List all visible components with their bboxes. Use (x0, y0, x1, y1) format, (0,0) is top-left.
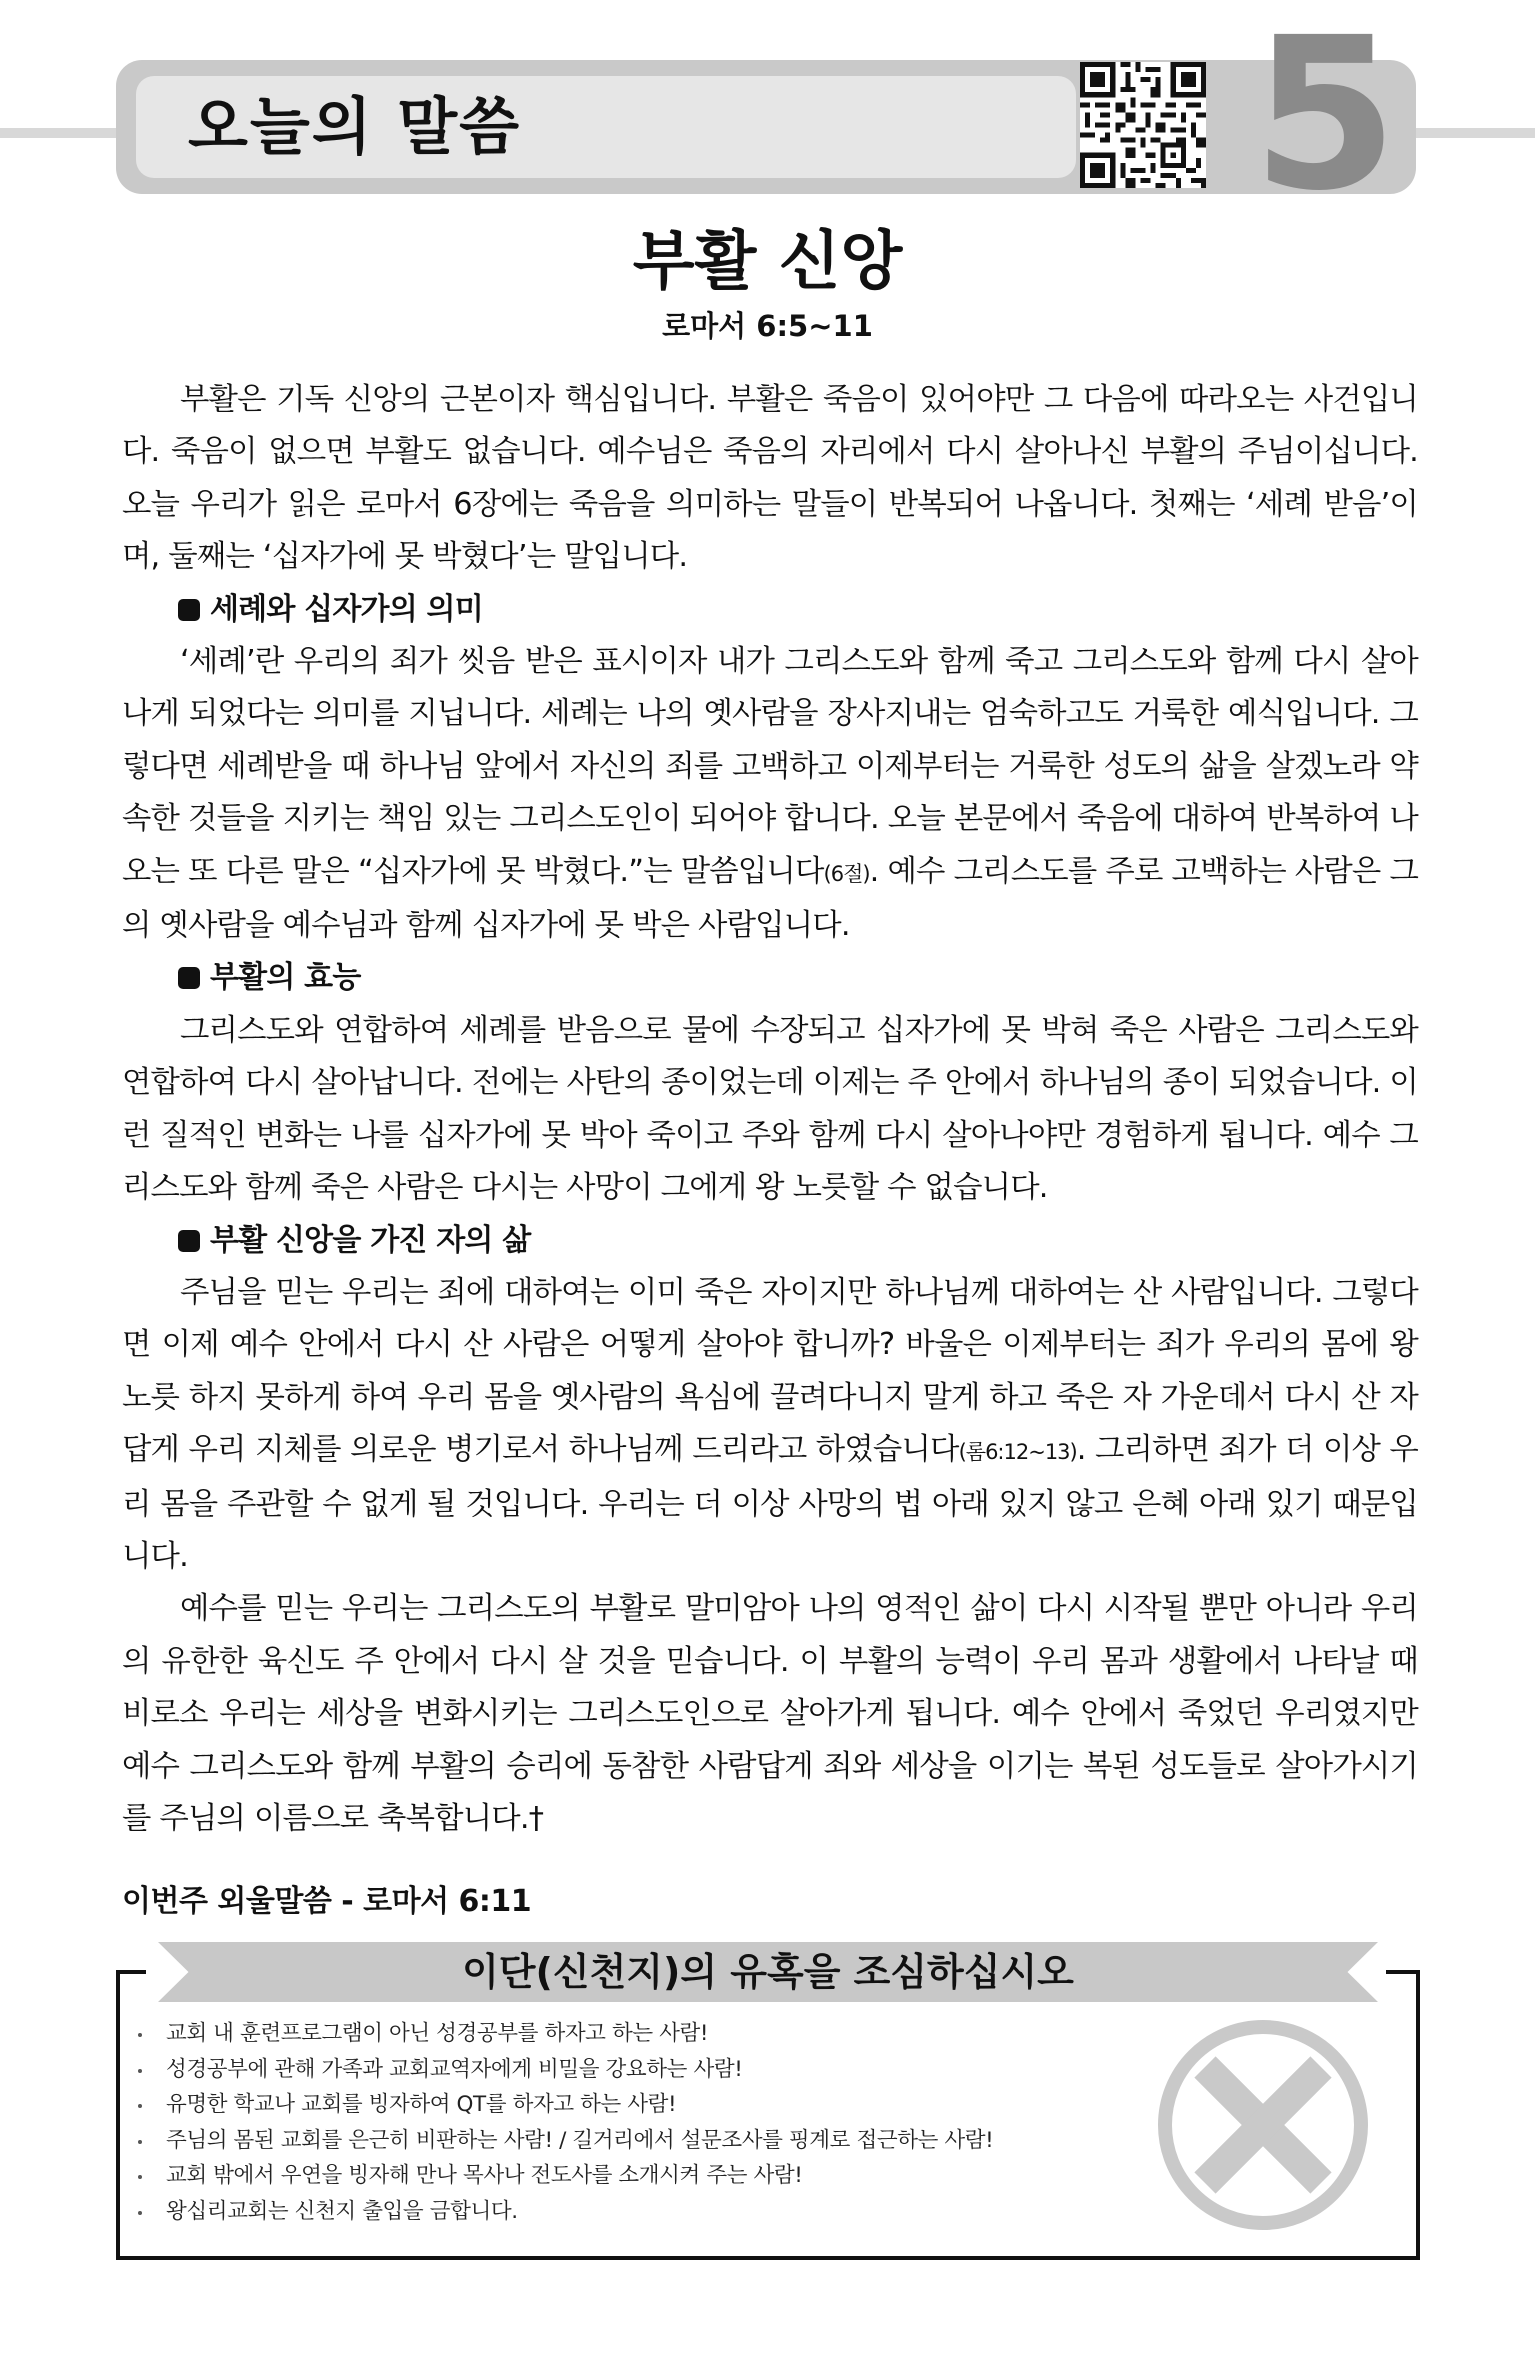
section-paragraph (122, 1267, 1418, 1583)
prohibited-x-icon (1150, 2012, 1376, 2238)
section-heading-text: 세례와 십자가의 의미 (210, 591, 483, 627)
warning-title: 이단(신천지)의 유혹을 조심하십시오 (462, 1950, 1074, 1994)
list-item: 성경공부에 관해 가족과 교회교역자에게 비밀을 강요하는 사람! (136, 2052, 1136, 2088)
qr-code-icon[interactable] (1080, 62, 1206, 188)
paragraph-text: 주님을 믿는 우리는 죄에 대하여는 이미 죽은 자이지만 하나님께 대하여는 산 사람입니다. 그렇다면 이제 예수 안에서 다시 산 사람은 어떻게 살아야 합니까? 바울은 이제부터는 죄가 우리의 몸에 왕 노릇 하지 못하게 하여 우리 몸을 옛사람의 욕심에 끌려다니지 말게 하고 죽은 자 가운데서 다시 산 자답게 우리 지체를 의로운 병기로서 하나님께 드리라고 하였습니다 (122, 1274, 1418, 1468)
paragraph-text: . 예수 그리스도를 주로 고백하는 사람은 그의 옛사람을 예수님과 함께 십자가에 못 박은 사람입니다. (122, 853, 1419, 944)
list-item: 교회 내 훈련프로그램이 아닌 성경공부를 하자고 하는 사람! (136, 2016, 1136, 2052)
square-bullet-icon (178, 599, 200, 621)
section-paragraph: 그리스도와 연합하여 세례를 받음으로 물에 수장되고 십자가에 못 박혀 죽은 사람은 그리스도와 연합하여 다시 살아납니다. 전에는 사탄의 종이었는데 이제는 주 안에서 하나님의 종이 되었습니다. 이런 질적인 변화는 나를 십자가에 못 박아 죽이고 주와 함께 다시 살아나야만 경험하게 됩니다. 예수 그리스도와 함께 죽은 사람은 다시는 사망이 그에게 왕 노릇할 수 없습니다. (122, 1012, 1418, 1206)
page-title: 오늘의 말씀 (188, 90, 522, 163)
scripture-reference: 로마서 6:5~11 (662, 309, 873, 343)
sermon-body (122, 374, 1418, 1845)
section-heading-text: 부활의 효능 (210, 960, 361, 996)
sermon-title: 부활 신앙 (632, 225, 903, 299)
warning-box-corner (1386, 1970, 1416, 1974)
warning-box-corner (116, 1970, 146, 1974)
section-heading (122, 1215, 1418, 1267)
square-bullet-icon (178, 967, 200, 989)
verse-ref: (롬6:12~13) (958, 1440, 1077, 1465)
paragraph-text: ‘세례’란 우리의 죄가 씻음 받은 표시이자 내가 그리스도와 함께 죽고 그리스도와 함께 다시 살아나게 되었다는 의미를 지닙니다. 세례는 나의 옛사람을 장사지내는 엄숙하고도 거룩한 예식입니다. 그렇다면 세례받을 때 하나님 앞에서 자신의 죄를 고백하고 이제부터는 거룩한 성도의 삶을 살겠노라 약속한 것들을 지키는 책임 있는 그리스도인이 되어야 합니다. 오늘 본문에서 죽음에 대하여 반복하여 나오는 또 다른 말은 “십자가에 못 박혔다.”는 말씀입니다 (122, 644, 1418, 889)
list-item: 교회 밖에서 우연을 빙자해 만나 목사나 전도사를 소개시켜 주는 사람! (136, 2158, 1136, 2194)
closing-paragraph: 예수를 믿는 우리는 그리스도의 부활로 말미암아 나의 영적인 삶이 다시 시작될 뿐만 아니라 우리의 유한한 육신도 주 안에서 다시 살 것을 믿습니다. 이 부활의 능력이 우리 몸과 생활에서 나타날 때 비로소 우리는 세상을 변화시키는 그리스도인으로 살아가게 됩니다. 예수 안에서 죽었던 우리였지만 예수 그리스도와 함께 부활의 승리에 동참한 사람답게 죄와 세상을 이기는 복된 성도들로 살아가시기를 주님의 이름으로 축복합니다.† (122, 1591, 1418, 1836)
page-number: 5 (1251, 0, 1399, 237)
warning-list (136, 2016, 1136, 2230)
list-item: 유명한 학교나 교회를 빙자하여 QT를 하자고 하는 사람! (136, 2087, 1136, 2123)
verse-ref: (6절) (823, 861, 870, 886)
intro-paragraph: 부활은 기독 신앙의 근본이자 핵심입니다. 부활은 죽음이 있어야만 그 다음에 따라오는 사건입니다. 죽음이 없으면 부활도 없습니다. 예수님은 죽음의 자리에서 다시 살아나신 부활의 주님이십니다. 오늘 우리가 읽은 로마서 6장에는 죽음을 의미하는 말들이 반복되어 나옵니다. 첫째는 ‘세례 받음’이며, 둘째는 ‘십자가에 못 박혔다’는 말입니다. (122, 382, 1418, 575)
list-item: 주님의 몸된 교회를 은근히 비판하는 사람! / 길거리에서 설문조사를 핑계로 접근하는 사람! (136, 2123, 1136, 2159)
weekly-memory-verse: 이번주 외울말씀 - 로마서 6:11 (122, 1884, 532, 1919)
section-heading-text: 부활 신앙을 가진 자의 삶 (210, 1222, 531, 1258)
paragraph-text: . 그리하면 죄가 더 이상 우리 몸을 주관할 수 없게 될 것입니다. 우리는 더 이상 사망의 법 아래 있지 않고 은혜 아래 있기 때문입니다. (122, 1432, 1418, 1574)
section-heading (122, 952, 1418, 1004)
section-heading (122, 584, 1418, 636)
square-bullet-icon (178, 1230, 200, 1252)
section-paragraph (122, 636, 1418, 952)
list-item: 왕십리교회는 신천지 출입을 금합니다. (136, 2194, 1136, 2230)
